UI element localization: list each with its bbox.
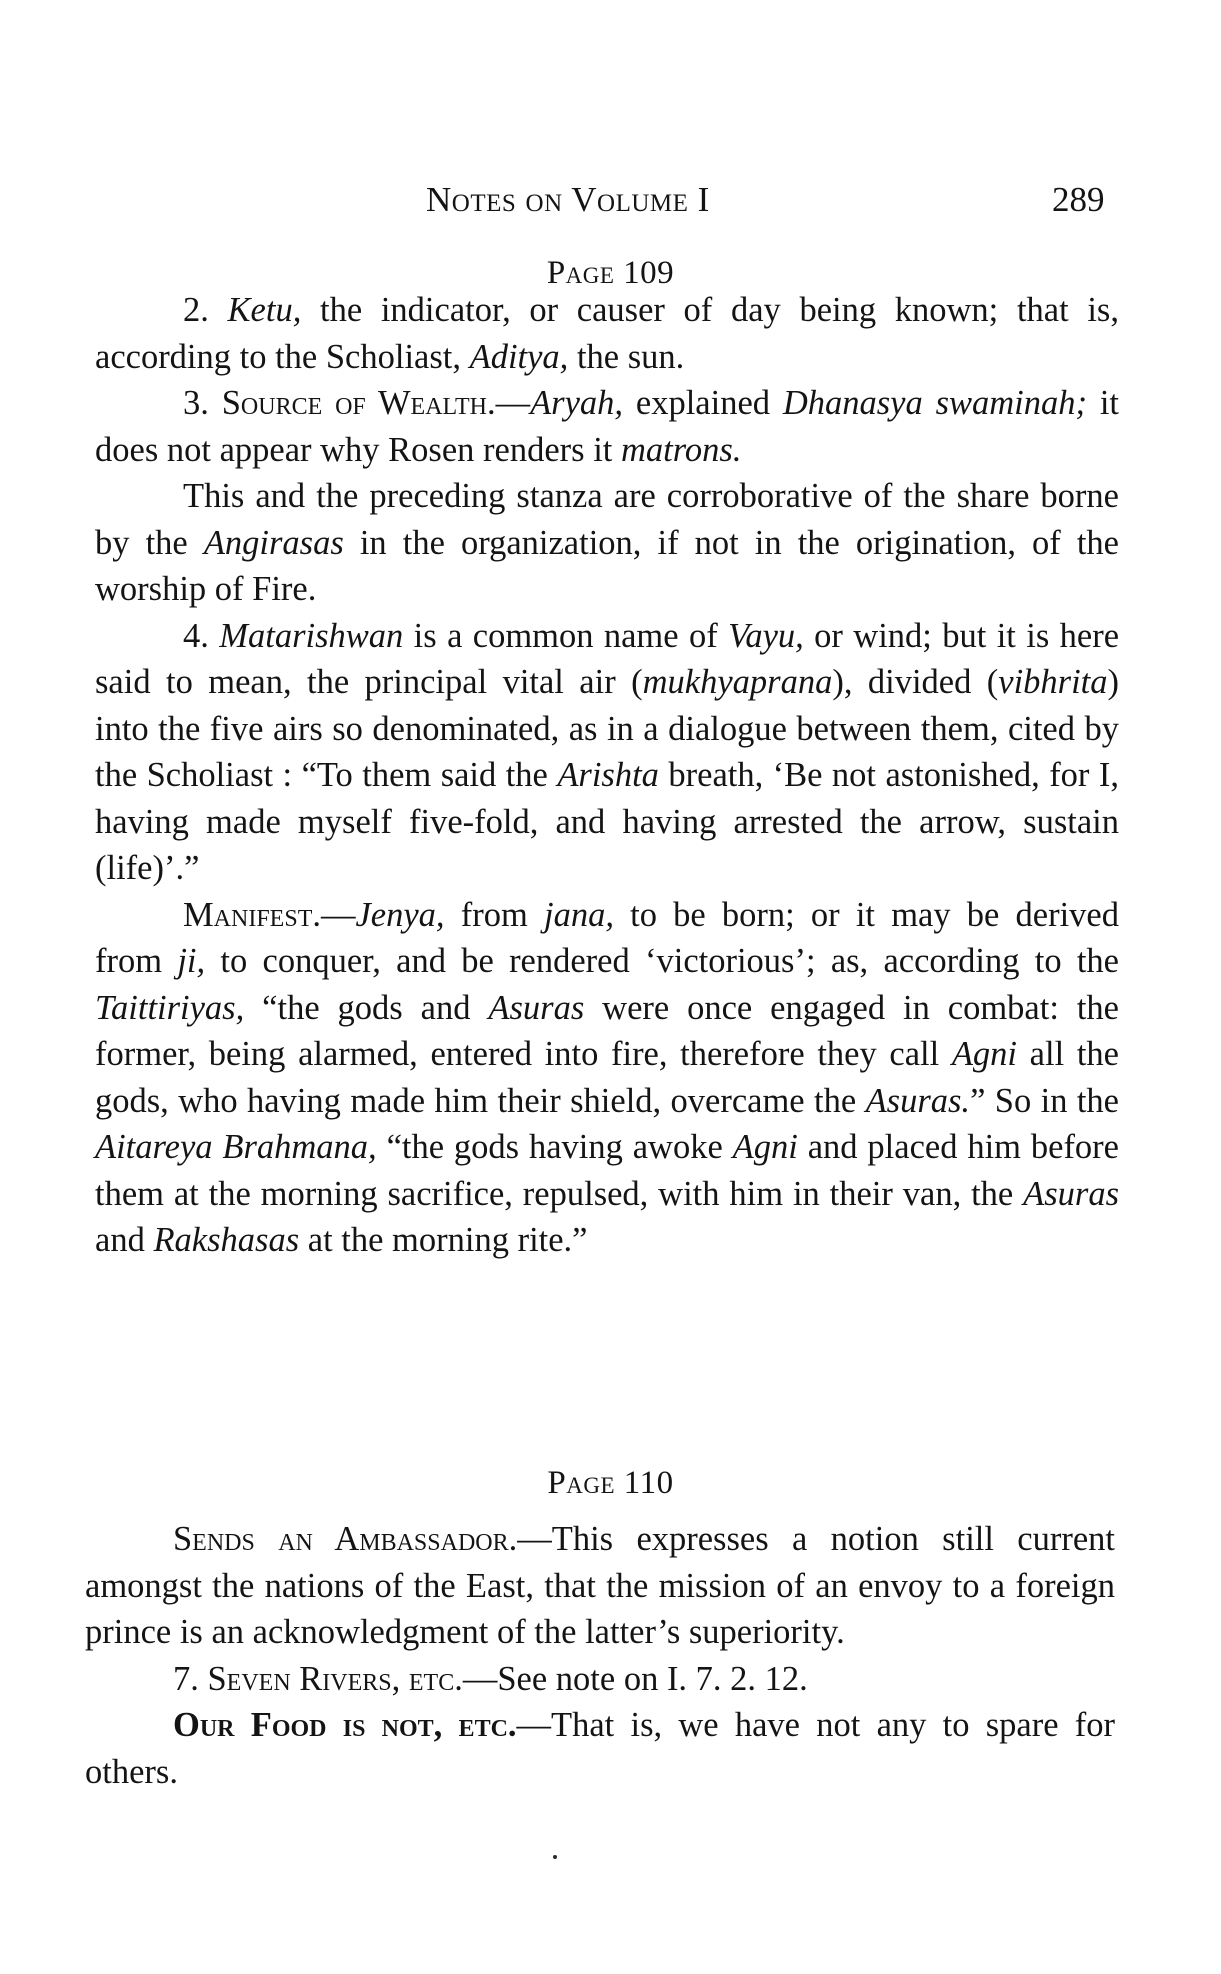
section-heading-page-110: Page 110 [547, 1465, 674, 1501]
note-text: were once engaged in combat: the former, being alarmed, entered into fire, therefore they call [95, 988, 1119, 1073]
note-text: at the morning rite.” [299, 1221, 588, 1259]
notes-page-109 [95, 240, 1119, 1264]
note-text: is a common name of [403, 616, 729, 655]
note-text: and placed him before them at the morning sacrifice, repulsed, with him in their van, the [95, 1128, 1119, 1213]
note-text: “the gods and [244, 988, 489, 1027]
note-paragraph [95, 613, 1119, 892]
term: vibhrita [998, 663, 1108, 701]
note-text: the indicator, or causer of day being known; that is, according to the Scholiast, [95, 291, 1119, 376]
note-text: and [95, 1221, 154, 1259]
note-number: 4. [183, 616, 209, 655]
note-paragraph [85, 1656, 1115, 1703]
term: Asuras [1023, 1174, 1119, 1213]
term: Aitareya Brahmana, [95, 1128, 377, 1166]
note-paragraph [85, 1702, 1115, 1795]
note-paragraph [95, 380, 1119, 473]
term: Jenya, [355, 895, 445, 934]
term: Dhanasya swaminah; [782, 384, 1088, 422]
term: Asuras [488, 988, 585, 1027]
term: Angirasas [203, 523, 344, 562]
note-text: — [495, 384, 531, 422]
note-text: from [444, 895, 544, 934]
section-heading-page-109: Page 109 [546, 255, 675, 291]
term: Agni [951, 1035, 1018, 1073]
note-text: ), divided ( [832, 663, 999, 701]
note-text: or wind; but it is here said to mean, the principal vital air ( [95, 616, 1120, 701]
note-text: all the gods, who having made him their shield, overcame the [95, 1035, 1119, 1120]
note-text: the sun. [568, 337, 685, 376]
note-text: explained [623, 384, 783, 422]
note-text: to be born; or it may be derived from [95, 895, 1119, 980]
term: jana, [544, 895, 614, 934]
term: matrons. [621, 430, 742, 469]
term: Rakshasas [153, 1221, 300, 1259]
note-keyword: Source of Wealth. [221, 384, 496, 422]
term: mukhyaprana [642, 663, 833, 701]
note-text: ” So in the [970, 1081, 1119, 1120]
note-number: 7. [173, 1659, 199, 1698]
page-header [0, 180, 1221, 230]
term: Aryah, [530, 384, 624, 422]
term: Asuras. [865, 1081, 971, 1120]
note-text: breath, ‘Be not astonished, for I, having made myself five-fold, and having arrested the arrow, sustain (life)’.” [95, 756, 1119, 887]
note-number: 2. [183, 291, 209, 329]
note-text: “the gods having awoke [376, 1128, 733, 1166]
term: Vayu, [728, 616, 804, 655]
term: Matarishwan [219, 616, 404, 655]
term: Agni [732, 1128, 798, 1166]
note-text: —This expresses a notion still current amongst the nations of the East, that the mission of an envoy to a foreign prince is an acknowledgment of the latter’s superiority. [85, 1520, 1115, 1651]
note-text: to conquer, and be rendered ‘victorious’; as, according to the [205, 942, 1119, 980]
note-text: —That is, we have not any to spare for others. [85, 1706, 1115, 1791]
print-speck [553, 1855, 557, 1859]
note-keyword: Seven Rivers, etc. [207, 1659, 463, 1698]
note-text: in the organization, if not in the origination, of the worship of Fire. [95, 523, 1119, 608]
running-title: Notes on Volume I [426, 180, 710, 219]
note-text: ) into the five airs so denominated, as in a dialogue between them, cited by the Scholiast : “To them said the [95, 663, 1119, 794]
note-keyword: Sends an Ambassador. [173, 1520, 518, 1558]
note-paragraph [95, 287, 1119, 380]
note-text: — [320, 895, 356, 934]
term: Taittiriyas, [95, 988, 245, 1027]
note-text: it does not appear why Rosen renders it [95, 384, 1120, 469]
note-text: This and the preceding stanza are corroborative of the share borne by the [95, 477, 1119, 562]
term: Ketu, [227, 291, 302, 329]
page-number: 289 [1052, 180, 1105, 219]
note-paragraph [85, 1516, 1115, 1656]
note-keyword: Manifest. [183, 895, 321, 934]
note-text: —See note on I. 7. 2. 12. [462, 1659, 808, 1698]
note-number: 3. [183, 384, 209, 422]
note-paragraph [95, 892, 1119, 1264]
note-paragraph [95, 473, 1119, 613]
notes-page-110 [85, 1516, 1115, 1795]
term: ji, [177, 942, 206, 980]
term: Arishta [557, 756, 659, 794]
note-keyword: Our Food is not, etc. [173, 1706, 517, 1744]
term: Aditya, [469, 337, 569, 376]
